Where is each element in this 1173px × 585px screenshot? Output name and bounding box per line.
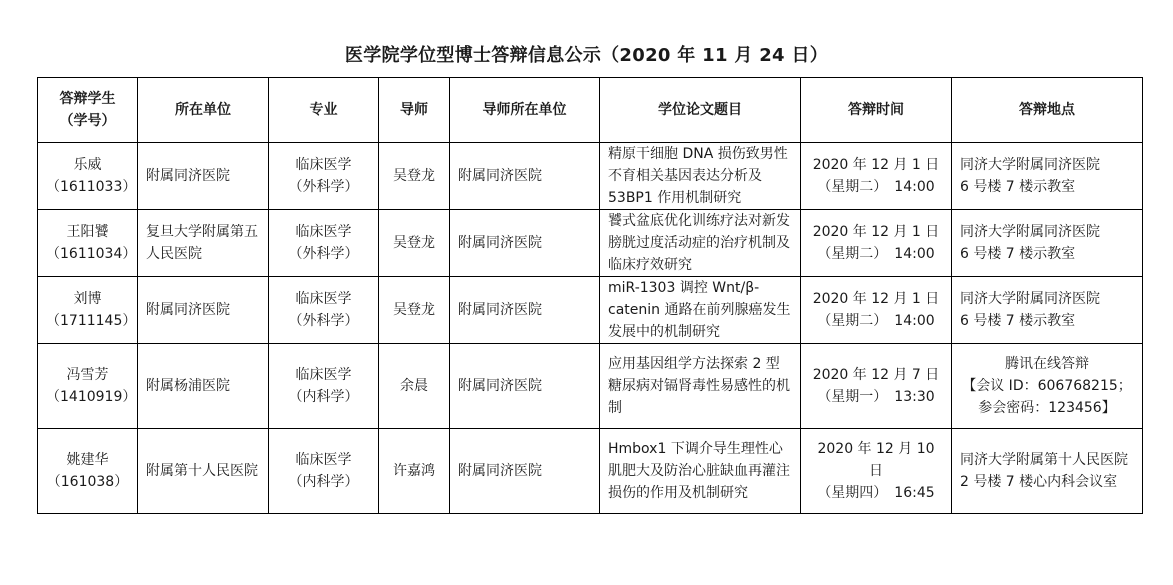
time-cell: 2020 年 12 月 10 日 （星期四） 16:45 [801,429,952,514]
table-row [38,210,1143,277]
header-major: 专业 [269,78,379,143]
page-title: 医学院学位型博士答辩信息公示（2020 年 11 月 24 日） [344,45,829,66]
time-cell: 2020 年 12 月 7 日 （星期一） 13:30 [801,344,952,429]
header-time: 答辩时间 [801,78,952,143]
time-cell: 2020 年 12 月 1 日 （星期二） 14:00 [801,143,952,210]
major-cell: 临床医学 （外科学） [269,277,379,344]
table-header-row [38,78,1143,143]
thesis-cell: 应用基因组学方法探索 2 型糖尿病对镉肾毒性易感性的机制 [600,344,801,429]
advisor-cell: 余晨 [379,344,450,429]
advisor-cell: 许嘉鸿 [379,429,450,514]
advisor-unit-cell: 附属同济医院 [450,344,600,429]
header-advisor-unit: 导师所在单位 [450,78,600,143]
student-cell: 乐威 （1611033） [38,143,138,210]
thesis-cell: Hmbox1 下调介导生理性心肌肥大及防治心脏缺血再灌注损伤的作用及机制研究 [600,429,801,514]
advisor-unit-cell: 附属同济医院 [450,143,600,210]
place-cell: 腾讯在线答辩 【会议 ID：606768215； 参会密码：123456】 [952,344,1143,429]
place-cell: 同济大学附属同济医院 6 号楼 7 楼示教室 [952,277,1143,344]
place-cell: 同济大学附属同济医院 6 号楼 7 楼示教室 [952,210,1143,277]
advisor-unit-cell: 附属同济医院 [450,210,600,277]
advisor-cell: 吴登龙 [379,210,450,277]
unit-cell: 附属同济医院 [138,277,269,344]
advisor-cell: 吴登龙 [379,277,450,344]
major-cell: 临床医学 （内科学） [269,429,379,514]
time-cell: 2020 年 12 月 1 日 （星期二） 14:00 [801,277,952,344]
unit-cell: 附属第十人民医院 [138,429,269,514]
header-advisor: 导师 [379,78,450,143]
table-row [38,344,1143,429]
advisor-unit-cell: 附属同济医院 [450,429,600,514]
place-cell: 同济大学附属同济医院 6 号楼 7 楼示教室 [952,143,1143,210]
thesis-cell: miR-1303 调控 Wnt/β-catenin 通路在前列腺癌发生发展中的机制研究 [600,277,801,344]
advisor-unit-cell: 附属同济医院 [450,277,600,344]
header-unit: 所在单位 [138,78,269,143]
student-cell: 冯雪芳 （1410919） [38,344,138,429]
thesis-cell: 饕式盆底优化训练疗法对新发膀胱过度活动症的治疗机制及临床疗效研究 [600,210,801,277]
student-cell: 姚建华 （161038） [38,429,138,514]
major-cell: 临床医学 （内科学） [269,344,379,429]
unit-cell: 附属同济医院 [138,143,269,210]
advisor-cell: 吴登龙 [379,143,450,210]
place-cell: 同济大学附属第十人民医院 2 号楼 7 楼心内科会议室 [952,429,1143,514]
header-thesis: 学位论文题目 [600,78,801,143]
student-cell: 王阳饕 （1611034） [38,210,138,277]
student-cell: 刘博 （1711145） [38,277,138,344]
time-cell: 2020 年 12 月 1 日 （星期二） 14:00 [801,210,952,277]
header-place: 答辩地点 [952,78,1143,143]
table-row [38,277,1143,344]
defense-info-table [37,77,1143,514]
table-row [38,143,1143,210]
table-row [38,429,1143,514]
thesis-cell: 精原干细胞 DNA 损伤致男性不育相关基因表达分析及 53BP1 作用机制研究 [600,143,801,210]
major-cell: 临床医学 （外科学） [269,143,379,210]
header-student: 答辩学生 （学号） [38,78,138,143]
major-cell: 临床医学 （外科学） [269,210,379,277]
unit-cell: 复旦大学附属第五人民医院 [138,210,269,277]
unit-cell: 附属杨浦医院 [138,344,269,429]
